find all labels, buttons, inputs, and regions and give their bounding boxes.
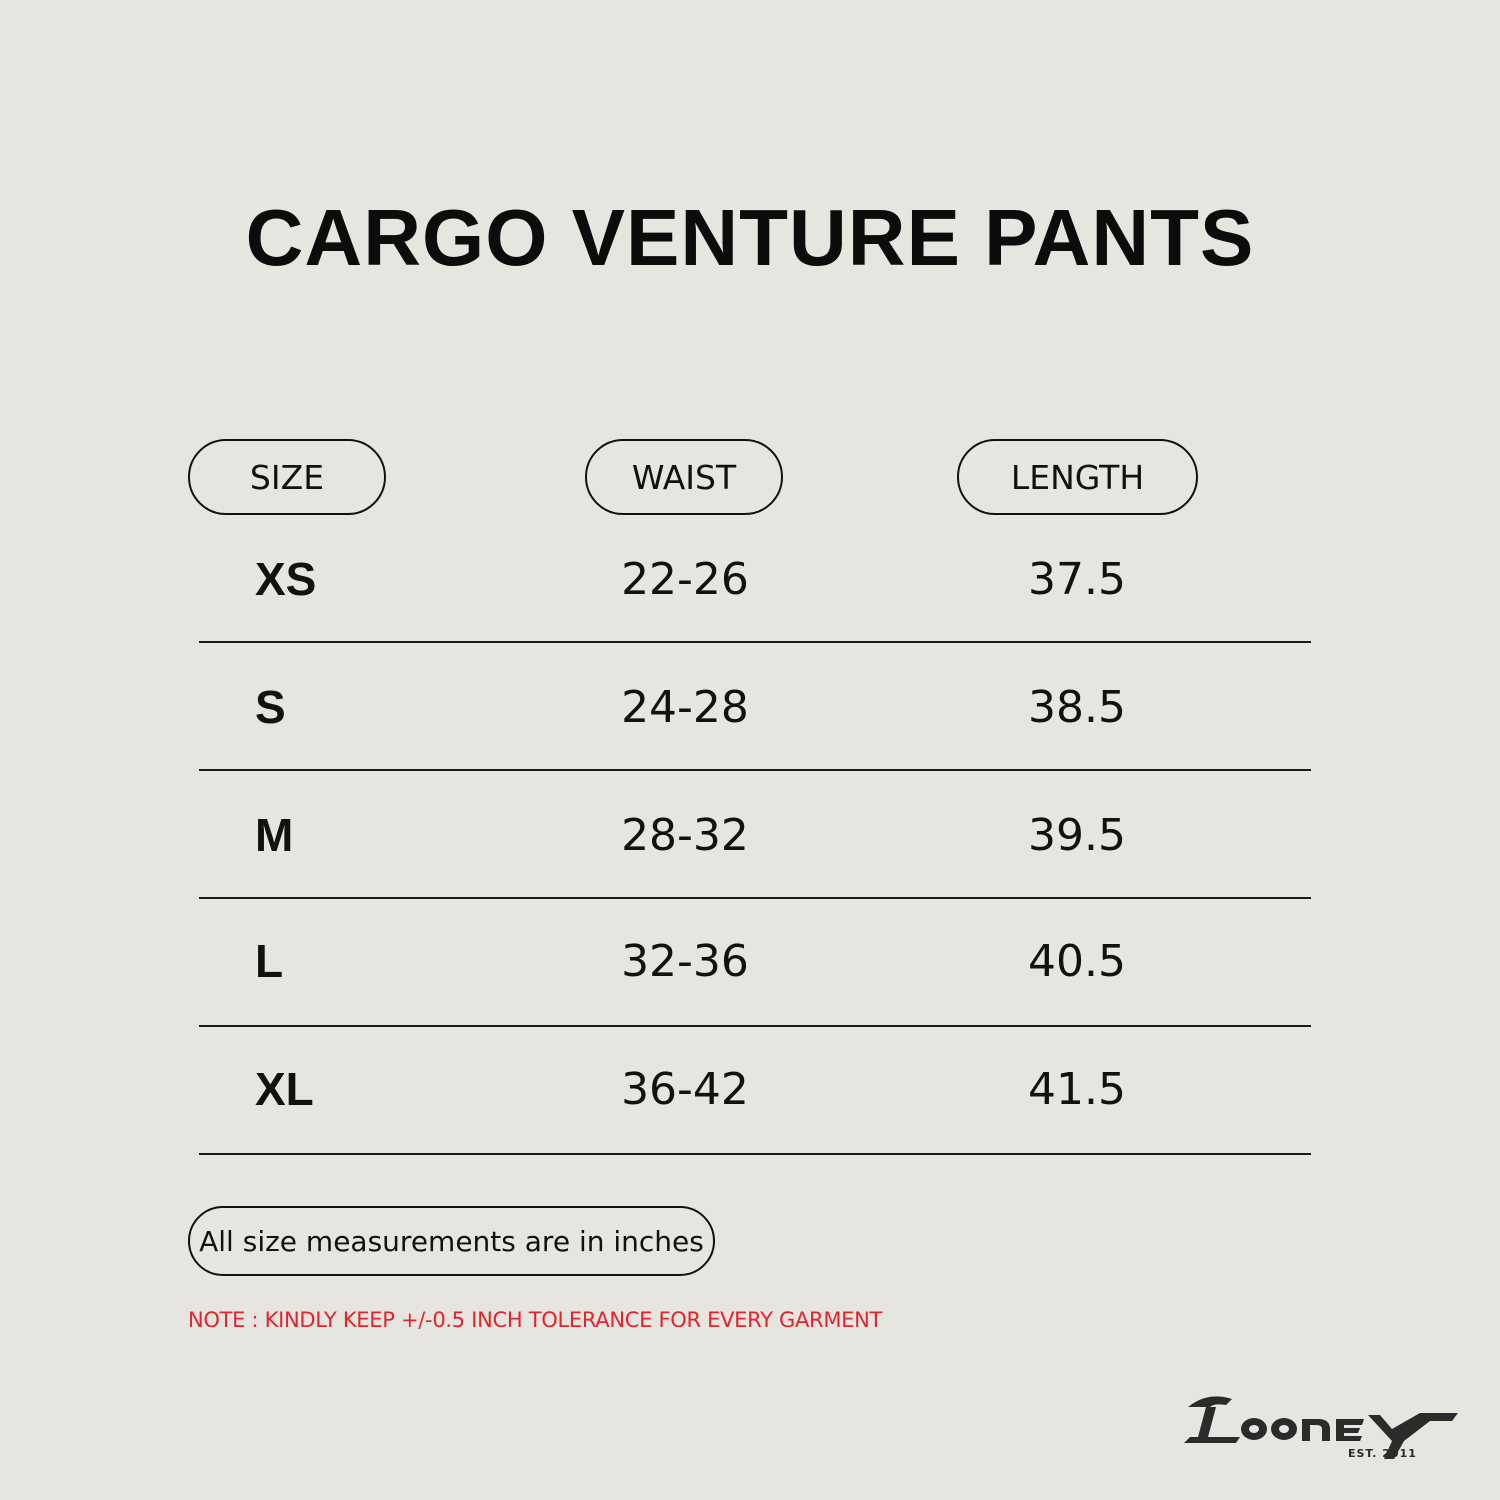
- row-divider: [199, 1153, 1311, 1155]
- size-cell: XS: [255, 553, 317, 605]
- page-title: CARGO VENTURE PANTS: [245, 193, 1255, 282]
- length-cell: 41.5: [1028, 1063, 1126, 1115]
- waist-cell: 36-42: [621, 1063, 749, 1115]
- size-cell: XL: [255, 1063, 314, 1115]
- brand-logo: [1180, 1385, 1465, 1465]
- length-cell: 38.5: [1028, 681, 1126, 733]
- header-size: SIZE: [188, 439, 386, 515]
- table-row: [0, 643, 1500, 771]
- tolerance-note: NOTE : KINDLY KEEP +/-0.5 INCH TOLERANCE FOR EVERY GARMENT: [188, 1308, 883, 1332]
- size-cell: L: [255, 935, 284, 987]
- table-row: [0, 1025, 1500, 1153]
- size-cell: M: [255, 809, 294, 861]
- length-cell: 40.5: [1028, 935, 1126, 987]
- logo-tagline: EST. 2011: [1348, 1447, 1417, 1460]
- waist-cell: 32-36: [621, 935, 749, 987]
- waist-cell: 22-26: [621, 553, 749, 605]
- length-cell: 39.5: [1028, 809, 1126, 861]
- waist-cell: 24-28: [621, 681, 749, 733]
- table-row: [0, 515, 1500, 643]
- units-note: All size measurements are in inches: [188, 1206, 715, 1276]
- waist-cell: 28-32: [621, 809, 749, 861]
- header-waist: WAIST: [585, 439, 783, 515]
- size-cell: S: [255, 681, 286, 733]
- table-row: [0, 771, 1500, 899]
- length-cell: 37.5: [1028, 553, 1126, 605]
- header-length: LENGTH: [957, 439, 1198, 515]
- table-row: [0, 897, 1500, 1025]
